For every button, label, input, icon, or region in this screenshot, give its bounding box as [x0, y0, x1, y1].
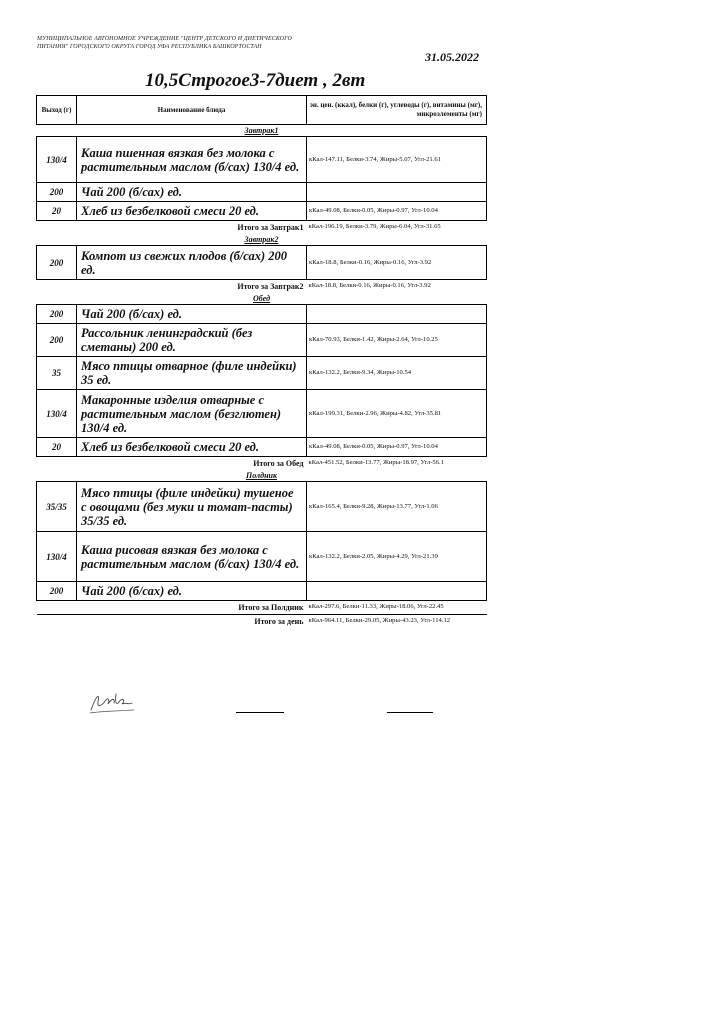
section-total-row	[37, 601, 487, 615]
dish-nutrition: кКал-199.31, Белки-2.96, Жиры-4.82, Угл-35.81	[307, 390, 487, 438]
dish-name: Рассольник ленинградский (без сметаны) 200 ед.	[77, 324, 307, 357]
dish-nutrition: кКал-132.2, Белки-2.05, Жиры-4.29, Угл-21.39	[307, 532, 487, 582]
table-row	[37, 305, 487, 324]
dish-name: Макаронные изделия отварные с растительным маслом (безглютен) 130/4 ед.	[77, 390, 307, 438]
day-total	[37, 615, 487, 629]
section-total-label: Итого за Полдник	[238, 603, 304, 612]
table-row	[37, 482, 487, 532]
organization-name: МУНИЦИПАЛЬНОЕ АВТОНОМНОЕ УЧРЕЖДЕНИЕ "ЦЕНТР ДЕТСКОГО И ДИЕТИЧЕСКОГО ПИТАНИЯ" ГОРОДСКОГО ОКРУГА ГОРОД УФА РЕСПУБЛИКА БАШКОРТОСТАН	[37, 36, 292, 50]
dish-yield: 35/35	[37, 482, 77, 532]
section-total-label: Итого за Завтрак1	[237, 223, 304, 232]
column-header-nutrition: эн. цен. (ккал), белки (г), углеводы (г), витамины (мг), микроэлементы (мг)	[307, 96, 487, 125]
section-title: Полдник	[245, 471, 278, 480]
dish-nutrition: кКал-49.08, Белки-0.05, Жиры-0.97, Угл-10.04	[307, 202, 487, 221]
meal-section-lunch	[37, 293, 487, 470]
table-row	[37, 183, 487, 202]
dish-yield: 20	[37, 202, 77, 221]
dish-name: Компот из свежих плодов (б/сах) 200 ед.	[77, 246, 307, 280]
table-row	[37, 438, 487, 457]
section-total-value: кКал-451.52, Белки-13.77, Жиры-18.97, Угл-56.1	[308, 459, 444, 466]
day-total-label: Итого за день	[37, 615, 307, 629]
table-row	[37, 246, 487, 280]
section-total-value: кКал-18.8, Белки-0.16, Жиры-0.16, Угл-3.92	[308, 282, 431, 289]
day-total-row	[37, 615, 487, 629]
dish-name: Чай 200 (б/сах) ед.	[77, 305, 307, 324]
section-total-value: кКал-196.19, Белки-3.79, Жиры-6.04, Угл-31.65	[308, 223, 441, 230]
dish-name: Хлеб из безбелковой смеси 20 ед.	[77, 202, 307, 221]
meal-section-breakfast1	[37, 125, 487, 235]
dish-name: Каша пшенная вязкая без молока с растительным маслом (б/сах) 130/4 ед.	[77, 137, 307, 183]
dish-nutrition	[307, 582, 487, 601]
dish-nutrition	[307, 183, 487, 202]
handwritten-signature	[88, 688, 138, 718]
signature-line-left	[236, 712, 284, 713]
meal-section-afternoon-snack	[37, 470, 487, 615]
dish-yield: 130/4	[37, 532, 77, 582]
meal-section-breakfast2	[37, 234, 487, 293]
dish-yield: 200	[37, 582, 77, 601]
dish-yield: 20	[37, 438, 77, 457]
table-row	[37, 357, 487, 390]
document-date: 31.05.2022	[425, 50, 479, 64]
section-total-row	[37, 280, 487, 294]
table-row	[37, 324, 487, 357]
dish-name: Чай 200 (б/сах) ед.	[77, 582, 307, 601]
dish-name: Каша рисовая вязкая без молока с растительным маслом (б/сах) 130/4 ед.	[77, 532, 307, 582]
section-title: Завтрак2	[244, 235, 279, 244]
section-total-value: кКал-297.6, Белки-11.33, Жиры-18.06, Угл-22.45	[308, 603, 444, 610]
signature-line-right	[387, 712, 433, 713]
dish-yield: 200	[37, 246, 77, 280]
dish-yield: 200	[37, 324, 77, 357]
table-row	[37, 137, 487, 183]
table-header-row	[37, 96, 487, 125]
dish-yield: 35	[37, 357, 77, 390]
dish-nutrition	[307, 305, 487, 324]
dish-yield: 130/4	[37, 390, 77, 438]
dish-name: Мясо птицы отварное (филе индейки) 35 ед.	[77, 357, 307, 390]
table-row	[37, 582, 487, 601]
day-total-value: кКал-964.11, Белки-29.05, Жиры-43.23, Угл-114.12	[307, 615, 487, 629]
dish-yield: 130/4	[37, 137, 77, 183]
menu-table	[36, 95, 487, 628]
section-total-row	[37, 221, 487, 235]
section-title: Завтрак1	[244, 126, 279, 135]
dish-yield: 200	[37, 305, 77, 324]
dish-nutrition: кКал-165.4, Белки-9.28, Жиры-13.77, Угл-1.06	[307, 482, 487, 532]
dish-yield: 200	[37, 183, 77, 202]
section-total-label: Итого за Завтрак2	[237, 282, 304, 291]
dish-nutrition: кКал-18.8, Белки-0.16, Жиры-0.16, Угл-3.92	[307, 246, 487, 280]
table-row	[37, 390, 487, 438]
column-header-name: Наименование блюда	[77, 96, 307, 125]
dish-nutrition: кКал-49.08, Белки-0.05, Жиры-0.97, Угл-10.04	[307, 438, 487, 457]
dish-name: Мясо птицы (филе индейки) тушеное с овощами (без муки и томат-пасты) 35/35 ед.	[77, 482, 307, 532]
dish-nutrition: кКал-70.93, Белки-1.42, Жиры-2.64, Угл-10.25	[307, 324, 487, 357]
table-row	[37, 202, 487, 221]
section-total-row	[37, 457, 487, 471]
section-total-label: Итого за Обед	[253, 459, 304, 468]
section-title: Обед	[252, 294, 271, 303]
dish-nutrition: кКал-147.11, Белки-3.74, Жиры-5.07, Угл-21.61	[307, 137, 487, 183]
page-title: 10,5Строгое3-7диет , 2вт	[145, 70, 366, 91]
dish-name: Хлеб из безбелковой смеси 20 ед.	[77, 438, 307, 457]
table-row	[37, 532, 487, 582]
dish-name: Чай 200 (б/сах) ед.	[77, 183, 307, 202]
column-header-yield: Выход (г)	[37, 96, 77, 125]
dish-nutrition: кКал-132.2, Белки-9.34, Жиры-10.54	[307, 357, 487, 390]
